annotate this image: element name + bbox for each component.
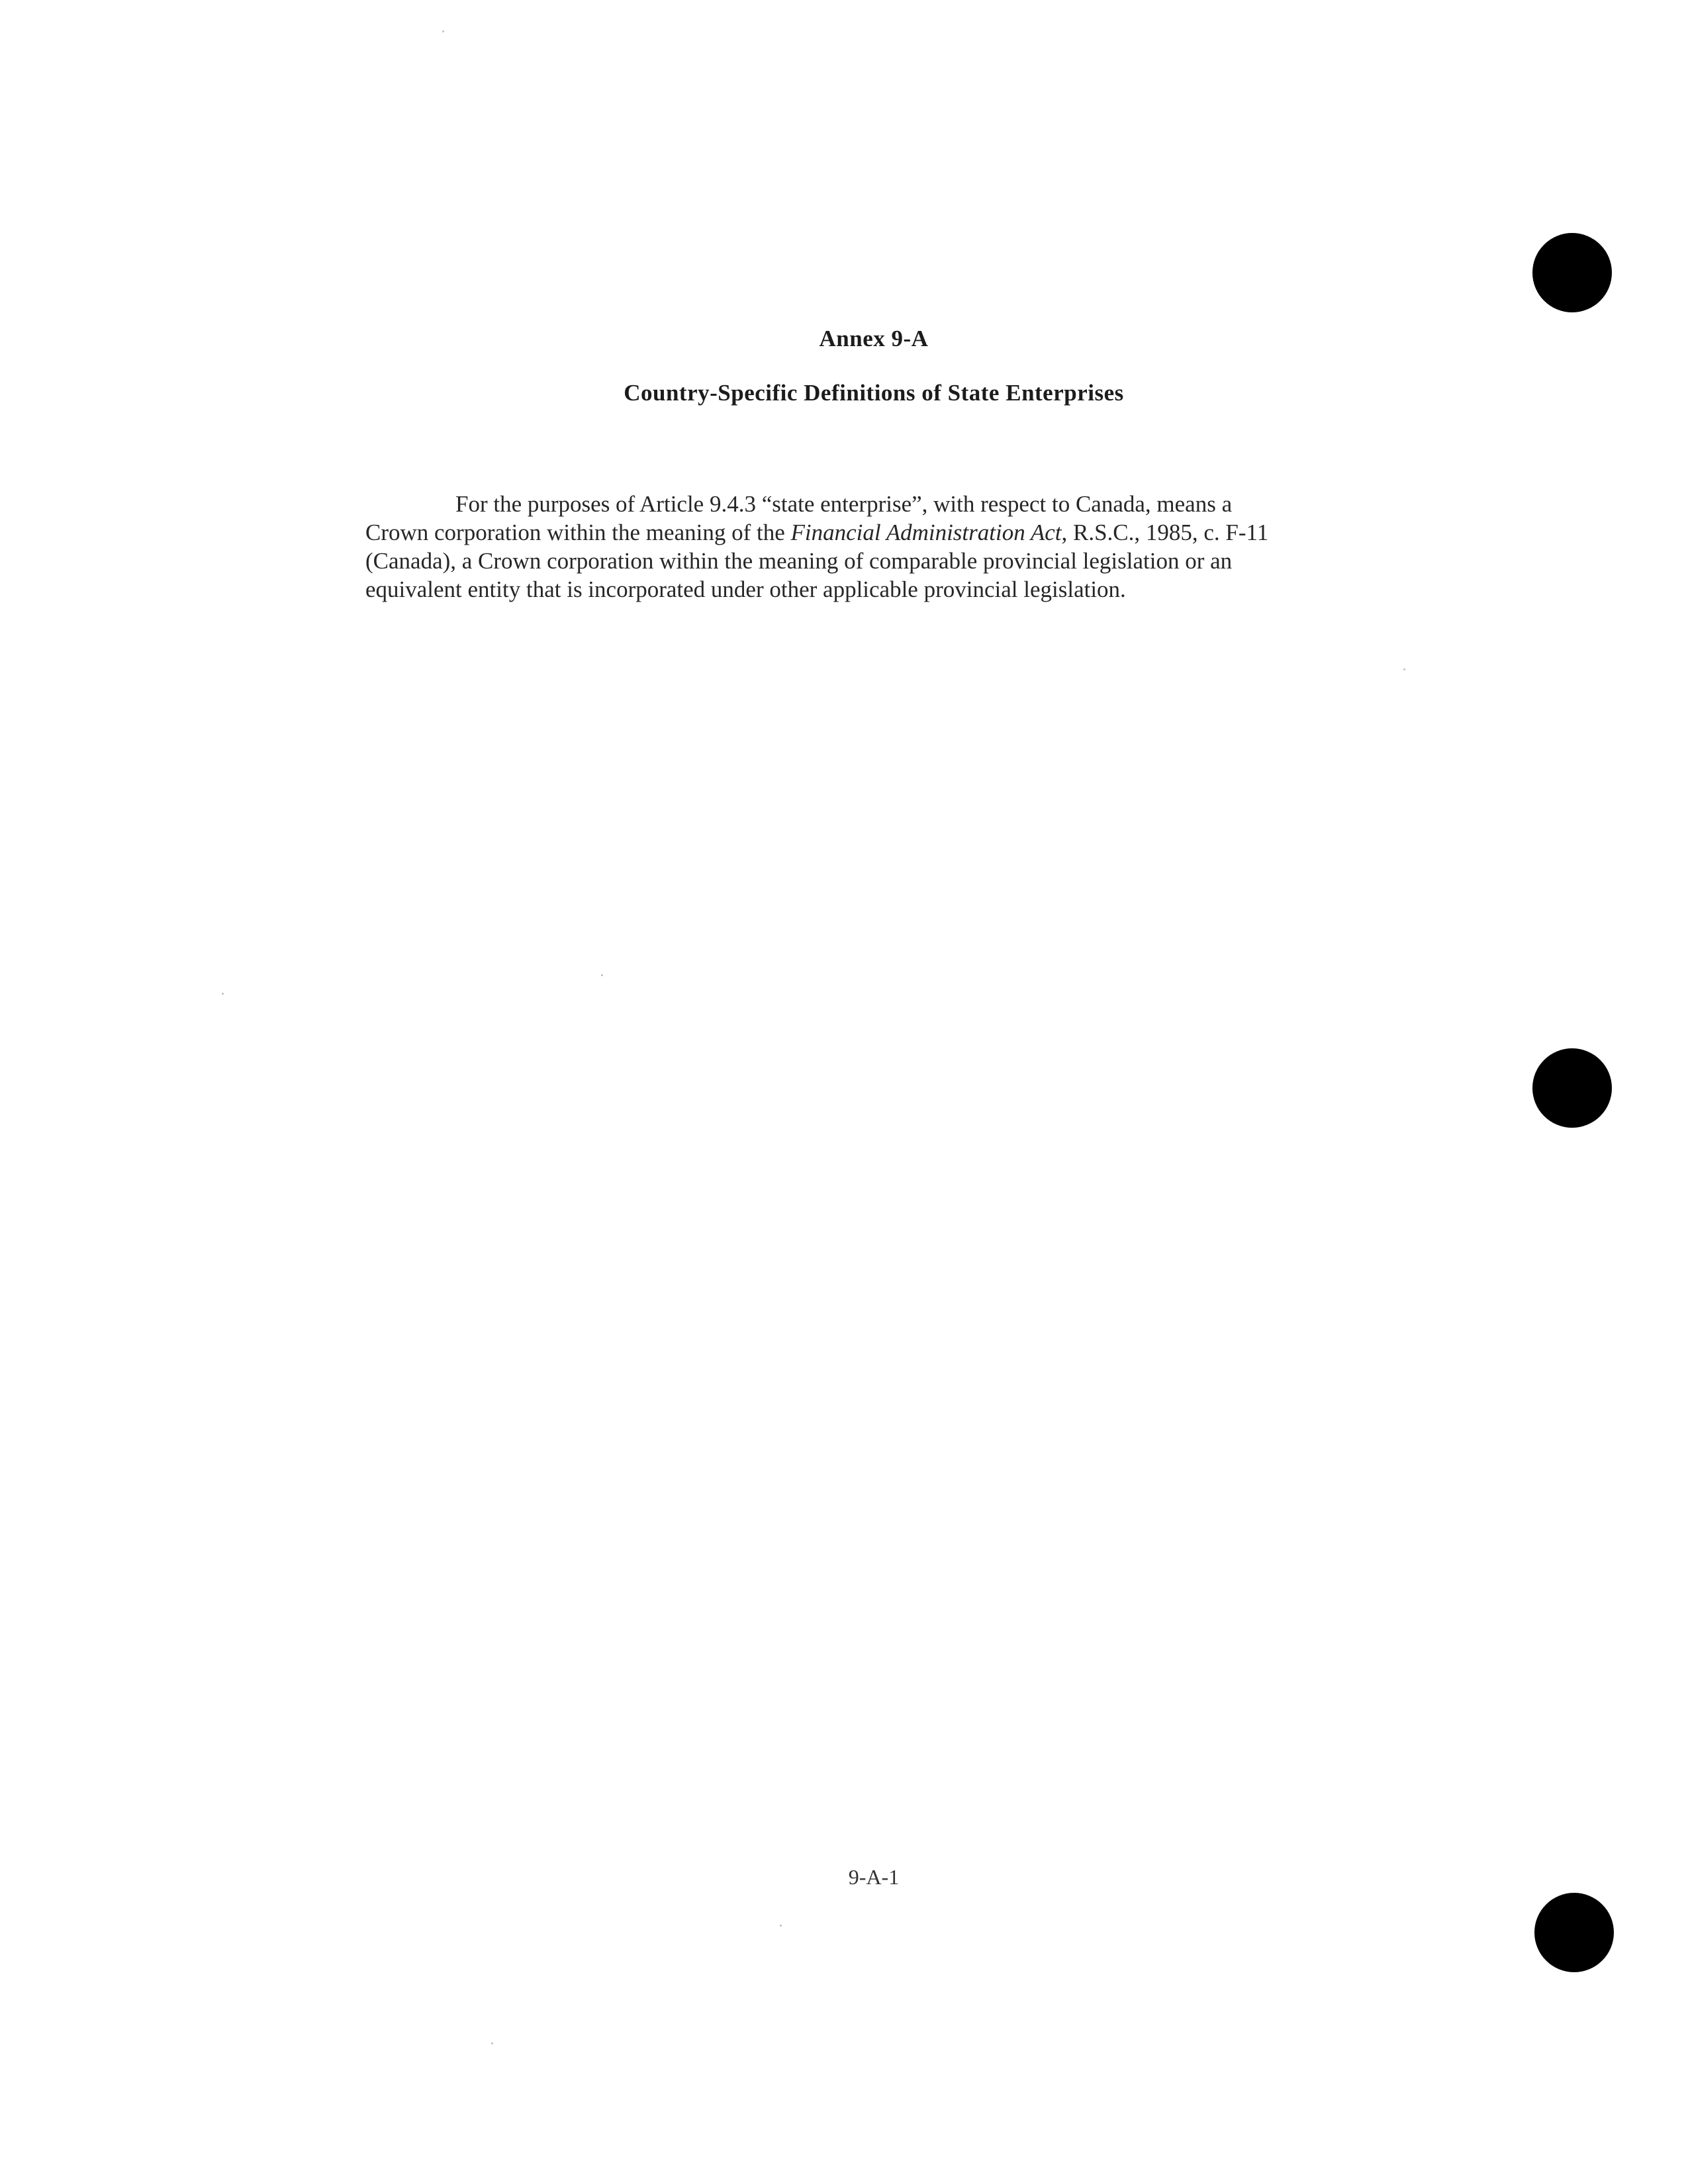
scan-speck: [222, 993, 224, 995]
paragraph-line-2-end: , R.S.C., 1985, c. F-11: [1061, 520, 1269, 545]
punch-hole-top: [1532, 233, 1612, 312]
paragraph-line-3: (Canada), a Crown corporation within the meaning of comparable provincial legislation or an: [365, 548, 1233, 574]
scan-speck: [601, 974, 603, 976]
paragraph-line-2-start: Crown corporation within the meaning of the: [365, 520, 791, 545]
scan-speck: [1403, 668, 1405, 670]
scan-speck: [780, 1925, 782, 1927]
annex-title: Annex 9-A: [819, 326, 929, 351]
punch-hole-bottom: [1534, 1893, 1614, 1972]
paragraph-line-4: equivalent entity that is incorporated under other applicable provincial legislation.: [365, 576, 1126, 602]
scan-speck: [491, 2042, 493, 2044]
definition-paragraph: [365, 490, 1385, 604]
scan-speck: [442, 30, 444, 32]
page-number: 9-A-1: [848, 1865, 900, 1889]
act-title-italic: Financial Administration Act: [790, 520, 1062, 545]
punch-hole-middle: [1532, 1048, 1612, 1128]
paragraph-line-1: For the purposes of Article 9.4.3 “state enterprise”, with respect to Canada, means a: [455, 491, 1233, 517]
annex-subtitle: Country-Specific Definitions of State Enterprises: [624, 380, 1124, 406]
paragraph-line-2: [365, 518, 1385, 547]
